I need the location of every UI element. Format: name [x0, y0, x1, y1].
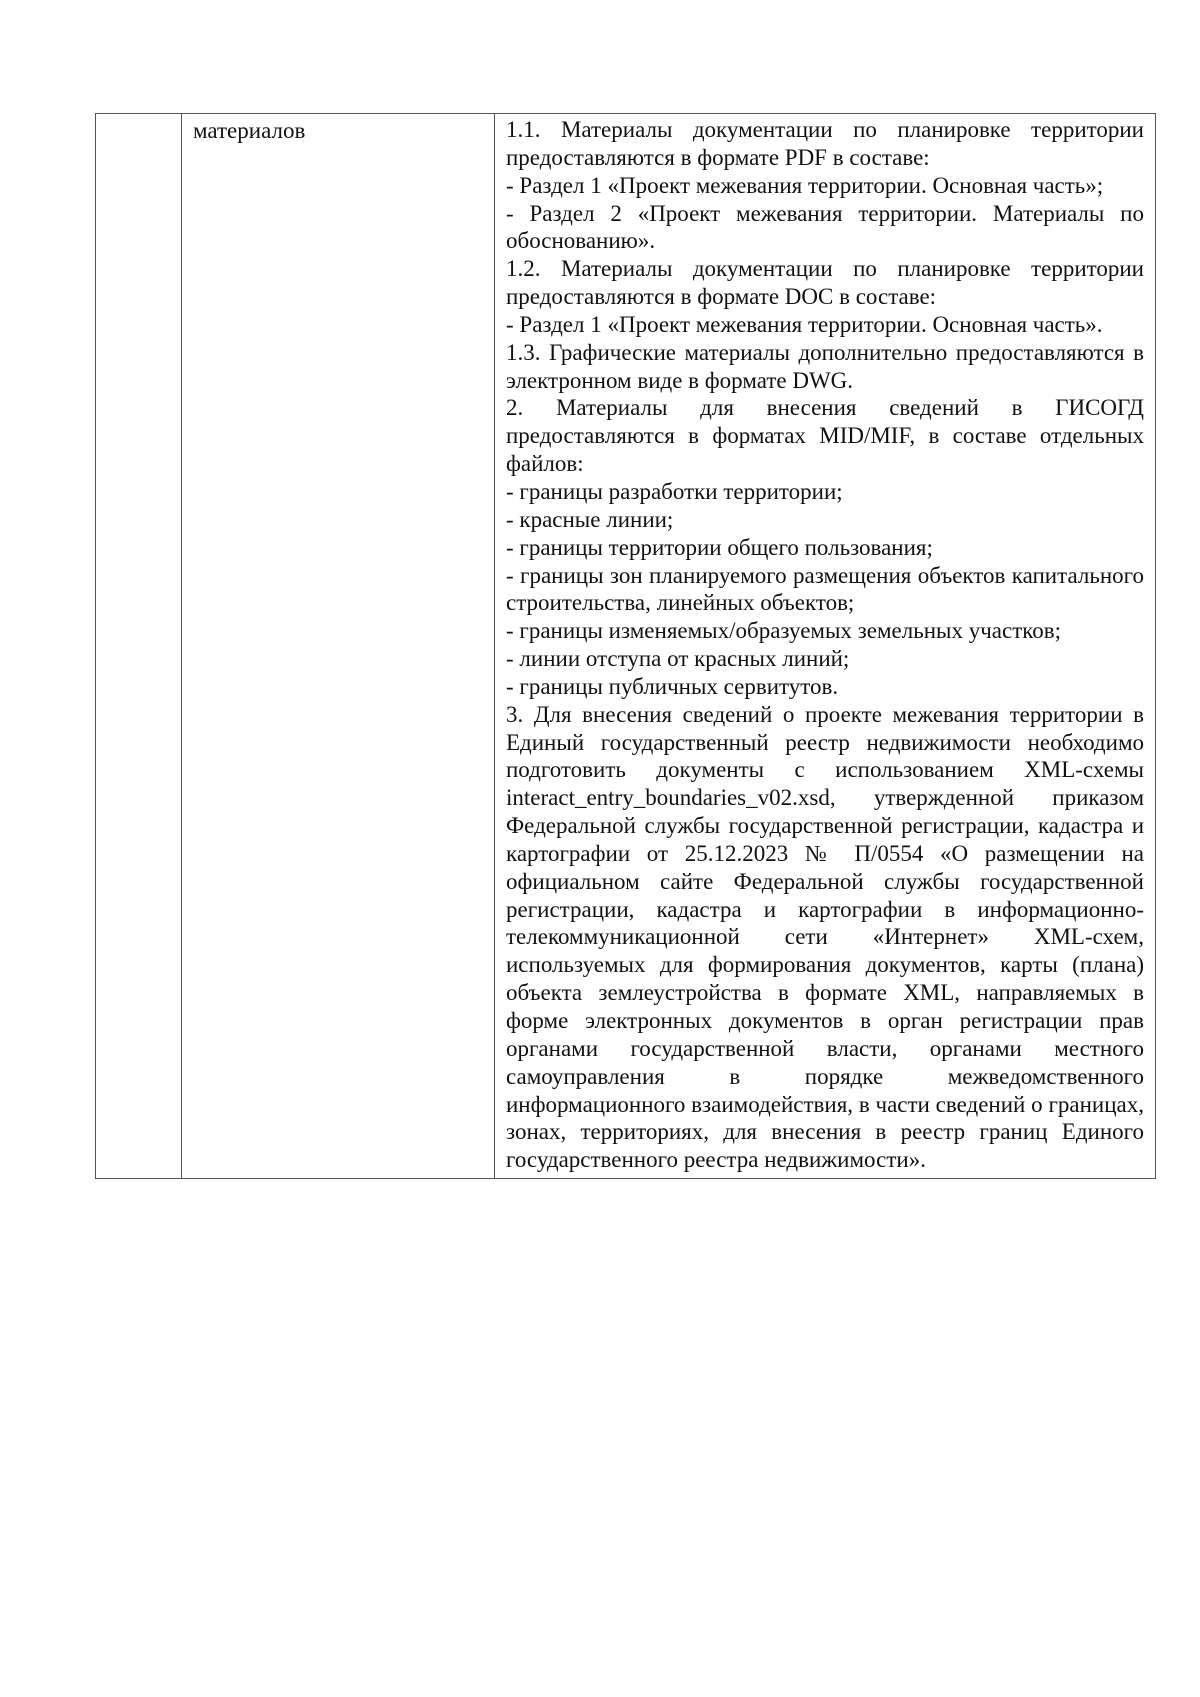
paragraph: 1.3. Графические материалы дополнительно предоставляются в электронном виде в формате DWG.: [506, 339, 1144, 393]
paragraph: - Раздел 2 «Проект межевания территории. Материалы по обоснованию».: [506, 200, 1144, 254]
paragraph: 1.2. Материалы документации по планировке территории предоставляются в формате DOC в составе:: [506, 256, 1144, 310]
row-label-cell: [182, 114, 495, 1179]
list-item: - границы зон планируемого размещения объектов капитального строительства, линейных объектов;: [506, 562, 1144, 616]
paragraph: 3. Для внесения сведений о проекте межевания территории в Единый государственный реестр недвижимости необходимо подготовить документы с использованием XML-схемы interact_entry_boundaries_v02.xsd, утвержденной приказом Федеральной службы государственной регистрации, кадастра и картографии от 25.12.2023 № П/0554 «О размещении на официальном сайте Федеральной службы государственной регистрации, кадастра и картографии в информационно-телекоммуникационной сети «Интернет» XML-схем, используемых для формирования документов, карты (плана) объекта землеустройства в формате XML, направляемых в форме электронных документов в орган регистрации прав органами государственной власти, органами местного самоуправления в порядке межведомственного информационного взаимодействия, в части сведений о границах, зонах, территориях, для внесения в реестр границ Единого государственного реестра недвижимости».: [506, 701, 1144, 1173]
list-item: - границы публичных сервитутов.: [506, 673, 839, 699]
paragraph: - Раздел 1 «Проект межевания территории. Основная часть»;: [506, 172, 1104, 198]
list-item: - границы изменяемых/образуемых земельных участков;: [506, 618, 1062, 644]
list-item: - красные линии;: [506, 506, 674, 532]
list-item: - границы разработки территории;: [506, 478, 843, 504]
row-number-cell: [96, 114, 182, 1179]
list-item: - линии отступа от красных линий;: [506, 646, 850, 672]
paragraph: 2. Материалы для внесения сведений в ГИСОГД предоставляются в форматах MID/MIF, в составе отдельных файлов:: [506, 395, 1144, 477]
requirements-table: [95, 113, 1156, 1179]
row-content-cell: [495, 114, 1156, 1179]
row-content: [495, 114, 1155, 1178]
table-row: [96, 114, 1156, 1179]
paragraph: 1.1. Материалы документации по планировке территории предоставляются в формате PDF в составе:: [506, 117, 1144, 170]
row-label: материалов: [193, 118, 306, 143]
paragraph: - Раздел 1 «Проект межевания территории. Основная часть».: [506, 311, 1103, 337]
list-item: - границы территории общего пользования;: [506, 534, 933, 560]
